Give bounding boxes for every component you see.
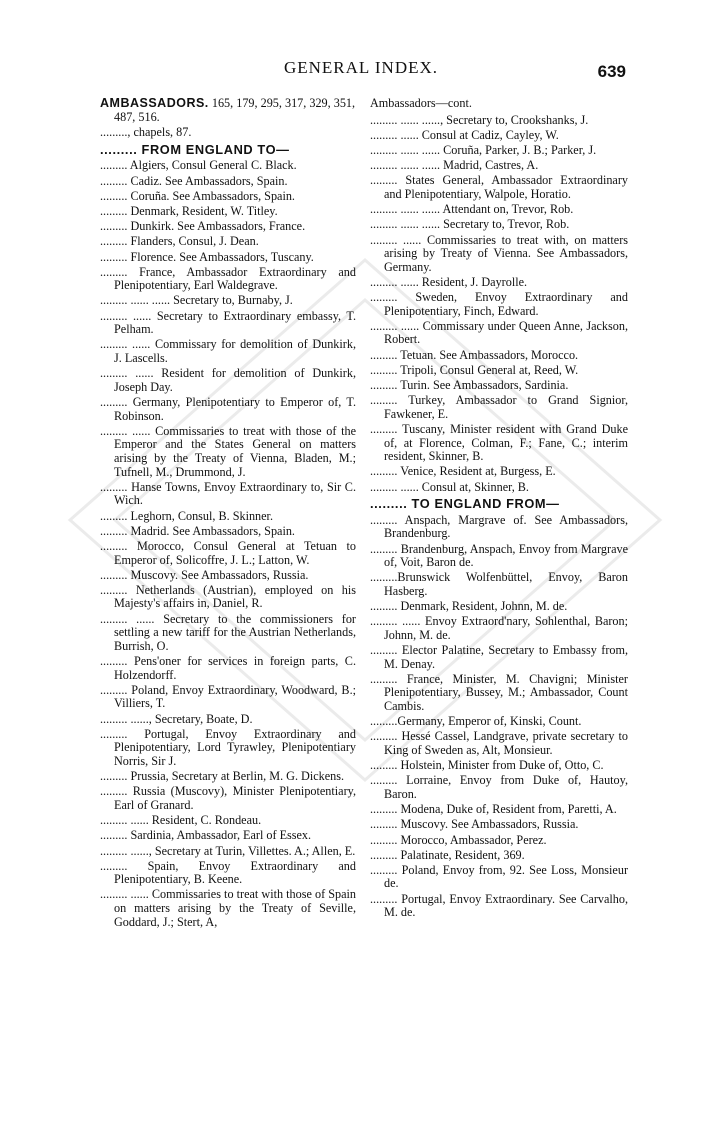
index-entry: ......... Denmark, Resident, Johnn, M. de. — [370, 599, 568, 614]
index-entry: ......... ...... Secretary to Extraordinary embassy, T. Pelham. — [100, 308, 356, 337]
index-entry: ......... Palatinate, Resident, 369. — [370, 847, 525, 862]
index-entry: ......... Poland, Envoy Extraordinary, Woodward, B.; Villiers, T. — [100, 682, 356, 711]
index-entry: ......... ...... Commissaries to treat with, on matters arising by Treaty of Vienna. See Ambassadors, Germany. — [370, 232, 628, 274]
index-entry: ......... ...... Consul at, Skinner, B. — [370, 479, 529, 494]
left-entry-list — [100, 159, 356, 929]
index-entry: ......... ...... ...... Attendant on, Trevor, Rob. — [370, 202, 574, 217]
index-entry: ......... Tripoli, Consul General at, Reed, W. — [370, 362, 579, 377]
section-heading-from-england: ......... FROM ENGLAND TO— — [100, 141, 290, 157]
index-entry: ......... ...... Commissaries to treat with those of the Emperor and the States General on matters arising by the Treaty of Vienna, Bladen, M.; Tufnell, M., Drummond, J. — [100, 423, 356, 479]
index-entry: ......... ...... Consul at Cadiz, Cayley, W. — [370, 127, 559, 142]
index-entry: ......... Brandenburg, Anspach, Envoy from Margrave of, Voit, Baron de. — [370, 541, 628, 570]
index-entry: ......... ......, Secretary at Turin, Villettes. A.; Allen, E. — [100, 843, 356, 858]
right-entry-list — [370, 114, 628, 495]
index-entry: ......... ...... Resident, J. Dayrolle. — [370, 274, 528, 289]
index-entry: ......... States General, Ambassador Extraordinary and Plenipotentiary, Walpole, Horatio. — [370, 173, 628, 201]
index-entry: ......... Leghorn, Consul, B. Skinner. — [100, 508, 273, 523]
index-entry: ......... France, Ambassador Extraordinary and Plenipotentiary, Earl Waldegrave. — [100, 264, 356, 293]
index-entry: ......... ...... ...... Secretary to, Burnaby, J. — [100, 293, 293, 308]
running-head-title: GENERAL INDEX. — [283, 58, 439, 77]
index-entry: ......... Russia (Muscovy), Minister Plenipotentiary, Earl of Granard. — [100, 784, 356, 812]
index-entry: ......... Anspach, Margrave of. See Ambassadors, Brandenburg. — [370, 512, 628, 541]
index-entry: ......... Denmark, Resident, W. Titley. — [100, 203, 278, 218]
heading-entry — [100, 97, 356, 124]
index-entry: ......... ...... ...... Secretary to, Trevor, Rob. — [370, 217, 570, 232]
index-entry: ......... France, Minister, M. Chavigni; Minister Plenipotentiary, Bussey, M.; Ambassador, Count Cambis. — [370, 671, 628, 713]
chapels-entry: ........., chapels, 87. — [100, 125, 192, 140]
index-entry: ......... Coruña. See Ambassadors, Spain. — [100, 188, 295, 203]
index-entry: ......... Cadiz. See Ambassadors, Spain. — [100, 173, 288, 188]
index-entry: ......... ...... Commissaries to treat with those of Spain on matters arising by the Treaty of Seville, Goddard, J.; Stert, A, — [100, 887, 356, 929]
index-entry: ......... Dunkirk. See Ambassadors, France. — [100, 219, 306, 234]
index-entry: ......... ...... Commissary for demolition of Dunkirk, J. Lascells. — [100, 337, 356, 366]
index-entry: ......... Venice, Resident at, Burgess, E. — [370, 464, 556, 479]
right-column — [370, 97, 628, 921]
page-number: 639 — [597, 62, 626, 81]
index-entry: ......... Madrid. See Ambassadors, Spain. — [100, 523, 295, 538]
index-entry: ......... ...... Resident for demolition of Dunkirk, Joseph Day. — [100, 366, 356, 394]
index-entry: ......... ...... Commissary under Queen Anne, Jackson, Robert. — [370, 318, 628, 347]
index-entry: ......... Muscovy. See Ambassadors, Russia. — [370, 817, 579, 832]
index-entry: ......... Florence. See Ambassadors, Tuscany. — [100, 249, 314, 264]
index-entry: ......... Germany, Plenipotentiary to Emperor of, T. Robinson. — [100, 395, 356, 423]
index-entry: ......... Turkey, Ambassador to Grand Signior, Fawkener, E. — [370, 393, 628, 421]
heading-refs: 165, 179, 295, 317, 329, 351, 487, 516. — [114, 96, 356, 124]
index-entry: ......... Morocco, Ambassador, Perez. — [370, 832, 547, 847]
index-entry: ......... Pens'oner for services in foreign parts, C. Holzendorff. — [100, 654, 356, 682]
index-entry: ......... ...... ...... Madrid, Castres, A. — [370, 158, 539, 173]
index-entry: ......... ...... ...... Coruña, Parker, J. B.; Parker, J. — [370, 142, 597, 157]
index-entry: ......... ...... ......, Secretary to, Crookshanks, J. — [370, 112, 589, 127]
continued-heading: Ambassadors—cont. — [370, 96, 472, 110]
index-entry: ......... Portugal, Envoy Extraordinary. See Carvalho, M. de. — [370, 891, 628, 920]
index-entry: ......... Tuscany, Minister resident with Grand Duke of, at Florence, Colman, F.; Fane, C.; interim resident, Skinner, B. — [370, 421, 628, 464]
index-entry: ......... Prussia, Secretary at Berlin, M. G. Dickens. — [100, 769, 345, 784]
index-entry: ......... ...... Envoy Extraord'nary, Sohlenthal, Baron; Johnn, M. de. — [370, 614, 628, 642]
index-entry: ......... Holstein, Minister from Duke of, Otto, C. — [370, 758, 604, 773]
index-entry: ......... Modena, Duke of, Resident from, Paretti, A. — [370, 802, 617, 817]
index-entry: ......... ......, Secretary, Boate, D. — [100, 711, 253, 726]
index-entry: ......... Morocco, Consul General at Tetuan to Emperor of, Solicoffre, J. L.; Latton, W. — [100, 538, 356, 567]
index-entry: ......... ...... Secretary to the commissioners for settling a new tariff for the Austrian Netherlands, Burrish, O. — [100, 611, 356, 653]
index-entry: ......... Tetuan. See Ambassadors, Morocco. — [370, 347, 579, 362]
index-entry: ......... Poland, Envoy from, 92. See Loss, Monsieur de. — [370, 862, 628, 891]
index-entry: ......... Algiers, Consul General C. Black. — [100, 158, 297, 173]
index-entry: ......... Hanse Towns, Envoy Extraordinary to, Sir C. Wich. — [100, 479, 356, 508]
index-entry: .........Brunswick Wolfenbüttel, Envoy, Baron Hasberg. — [370, 570, 628, 598]
index-entry: ......... Lorraine, Envoy from Duke of, Hautoy, Baron. — [370, 773, 628, 801]
index-entry: ......... Muscovy. See Ambassadors, Russia. — [100, 567, 309, 582]
index-entry: ......... Spain, Envoy Extraordinary and Plenipotentiary, B. Keene. — [100, 858, 356, 887]
index-entry: ......... Netherlands (Austrian), employed on his Majesty's affairs in, Daniel, R. — [100, 582, 356, 611]
index-entry: ......... Turin. See Ambassadors, Sardinia. — [370, 378, 569, 392]
index-entry: ......... Portugal, Envoy Extraordinary and Plenipotentiary, Lord Tyrawley, Plenipotentiary Norris, Sir J. — [100, 726, 356, 768]
index-entry: ......... ...... Resident, C. Rondeau. — [100, 813, 262, 828]
index-entry: ......... Elector Palatine, Secretary to Embassy from, M. Denay. — [370, 643, 628, 671]
index-entry: ......... Sardinia, Ambassador, Earl of Essex. — [100, 828, 312, 843]
index-entry: ......... Hessé Cassel, Landgrave, private secretary to King of Sweden as, Alt, Monsieur. — [370, 729, 628, 757]
left-column — [100, 97, 356, 931]
heading-word: AMBASSADORS. — [100, 96, 209, 110]
right-entry-list-2 — [370, 514, 628, 920]
index-entry: ......... Sweden, Envoy Extraordinary and Plenipotentiary, Finch, Edward. — [370, 290, 628, 318]
index-entry: .........Germany, Emperor of, Kinski, Count. — [370, 714, 582, 729]
index-entry: ......... Flanders, Consul, J. Dean. — [100, 234, 259, 249]
section-heading-to-england: ......... TO ENGLAND FROM— — [370, 496, 560, 512]
